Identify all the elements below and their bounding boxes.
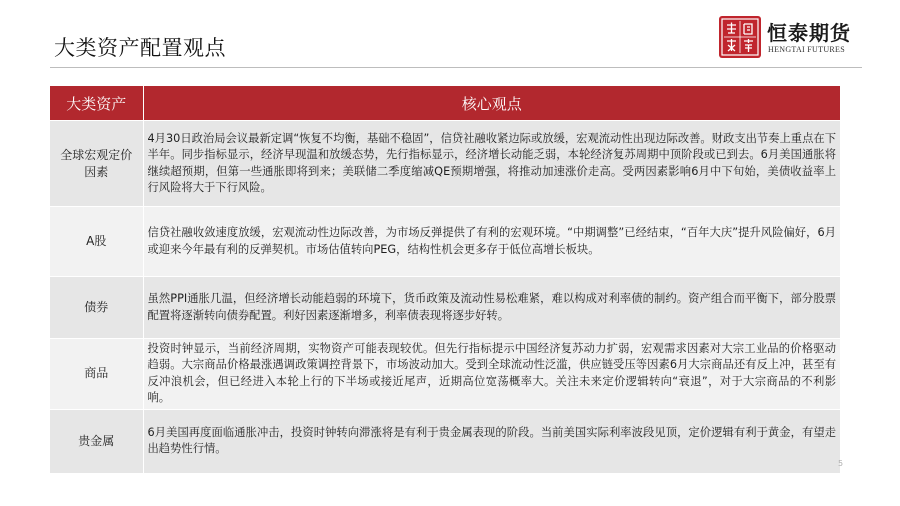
logo-name-en: HENGTAI FUTURES	[768, 45, 845, 54]
title-divider	[50, 67, 862, 68]
category-cell: 债券	[50, 277, 143, 339]
view-cell: 投资时钟显示，当前经济周期，实物资产可能表现较优。但先行指标提示中国经济复苏动力扩弱，宏观需求因素对大宗工业品的价格驱动趋弱。大宗商品价格最涨遇调政策调控背景下，市场波动加大。受到全球流动性泛滥，供应链受压等因素6月大宗商品还有反上冲，甚至有反冲浪机会，但已经进入本轮上行的下半场或接近尾声，近期高位宽荡概率大。关注未来定价逻辑转向“衰退”，对于大宗商品的不利影响。	[143, 339, 840, 410]
view-cell: 信贷社融收敛速度放缓，宏观流动性边际改善，为市场反弹提供了有利的宏观环境。“中期调整”已经结束，“百年大庆”提升风险偏好，6月或迎来今年最有利的反弹契机。市场估值转向PEG，结构性机会更多存于低位高增长板块。	[143, 207, 840, 277]
table-row	[50, 339, 840, 410]
page-title: 大类资产配置观点	[54, 36, 226, 60]
category-cell: 全球宏观定价因素	[50, 121, 143, 207]
category-cell: 商品	[50, 339, 143, 410]
table-row	[50, 409, 840, 473]
view-cell: 4月30日政治局会议最新定调“恢复不均衡，基础不稳固”，信贷社融收紧边际或放缓，宏观流动性出现边际改善。财政支出节奏上重点在下半年。同步指标显示，经济早现温和放缓态势，先行指标显示，经济增长动能乏弱，本轮经济复苏周期中顶阶段或已到去。6月美国通胀将继续超预期，但第一些通胀即将到来；美联储二季度缩减QE预期增强，将推动加速涨价走高。受两因素影响6月中下旬始，美债收益率上行风险将大于下行风险。	[143, 121, 840, 207]
seal-icon	[719, 16, 761, 58]
page-number: 5	[838, 459, 844, 468]
view-cell: 虽然PPI通胀几温，但经济增长动能趋弱的环境下，货币政策及流动性易松难紧，难以构成对利率债的制约。资产组合而平衡下，部分股票配置将逐渐转向债券配置。利好因素逐渐增多，利率债表现将逐步好转。	[143, 277, 840, 339]
table-row	[50, 277, 840, 339]
column-header-view: 核心观点	[143, 86, 840, 121]
asset-view-table	[50, 86, 840, 473]
view-cell: 6月美国再度面临通胀冲击，投资时钟转向滞涨将是有利于贵金属表现的阶段。当前美国实际利率波段见顶，定价逻辑有利于黄金，有望走出趋势性行情。	[143, 409, 840, 473]
category-cell: 贵金属	[50, 409, 143, 473]
table-row	[50, 121, 840, 207]
category-cell: A股	[50, 207, 143, 277]
company-logo	[719, 14, 869, 60]
column-header-category: 大类资产	[50, 86, 143, 121]
logo-name-cn: 恒泰期货	[767, 21, 851, 45]
table-row	[50, 207, 840, 277]
table-header-row	[50, 86, 840, 121]
